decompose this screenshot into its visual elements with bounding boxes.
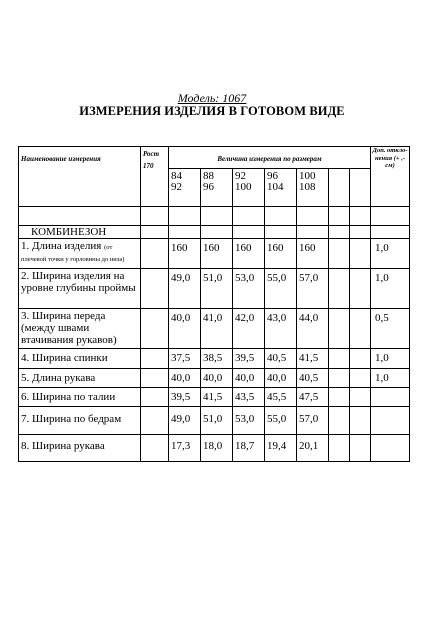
size-cell (233, 169, 265, 207)
empty-cell (141, 349, 169, 369)
tolerance-cell (371, 388, 410, 407)
header-name: Наименование измерения (19, 147, 141, 207)
size-bust: 92 (235, 170, 246, 182)
empty-cell (329, 169, 350, 207)
value-cell: 43,0 (265, 309, 297, 349)
empty-cell (329, 226, 350, 239)
empty-cell (350, 226, 371, 239)
value-cell: 37,5 (169, 349, 201, 369)
empty-cell (233, 207, 265, 226)
empty-cell (141, 269, 169, 309)
empty-cell (141, 207, 169, 226)
value-cell: 20,1 (297, 435, 329, 462)
empty-cell (265, 226, 297, 239)
empty-cell (141, 239, 169, 269)
model-label: Модель: 1067 (177, 91, 247, 105)
value-cell: 41,5 (201, 388, 233, 407)
header-sizes: Величина измерения по размерам (169, 147, 371, 169)
size-hip: 108 (299, 181, 316, 193)
size-bust: 96 (267, 170, 278, 182)
empty-cell (265, 207, 297, 226)
value-cell: 41,0 (201, 309, 233, 349)
empty-cell (371, 226, 410, 239)
empty-cell (141, 388, 169, 407)
value-cell: 51,0 (201, 269, 233, 309)
measurement-name (19, 239, 141, 269)
value-cell: 57,0 (297, 407, 329, 435)
empty-cell (329, 349, 350, 369)
empty-cell (329, 369, 350, 388)
measurement-name: 2. Ширина изделия на уровне глубины проймы (19, 269, 141, 309)
value-cell: 42,0 (233, 309, 265, 349)
empty-cell (329, 388, 350, 407)
value-cell: 40,5 (297, 369, 329, 388)
empty-cell (350, 349, 371, 369)
tolerance-cell: 0,5 (371, 309, 410, 349)
tolerance-cell: 1,0 (371, 269, 410, 309)
tolerance-cell (371, 435, 410, 462)
value-cell: 17,3 (169, 435, 201, 462)
value-cell: 40,0 (233, 369, 265, 388)
value-cell: 38,5 (201, 349, 233, 369)
measurement-name: 6. Ширина по талии (19, 388, 141, 407)
empty-cell (350, 269, 371, 309)
measurement-note: (от плечевой точки у горловины до низа) (21, 244, 125, 263)
size-cell (297, 169, 329, 207)
value-cell: 18,7 (233, 435, 265, 462)
empty-cell (141, 309, 169, 349)
empty-cell (329, 239, 350, 269)
empty-cell (350, 207, 371, 226)
empty-cell (350, 435, 371, 462)
empty-cell (141, 407, 169, 435)
empty-cell (371, 207, 410, 226)
value-cell: 55,0 (265, 407, 297, 435)
value-cell: 44,0 (297, 309, 329, 349)
header-height (141, 147, 169, 207)
value-cell: 40,5 (265, 349, 297, 369)
value-cell: 160 (169, 239, 201, 269)
value-cell: 49,0 (169, 269, 201, 309)
value-cell: 45,5 (265, 388, 297, 407)
empty-cell (141, 226, 169, 239)
measurements-table (18, 146, 410, 462)
value-cell: 160 (233, 239, 265, 269)
size-hip: 96 (203, 181, 214, 193)
value-cell: 53,0 (233, 407, 265, 435)
value-cell: 160 (265, 239, 297, 269)
empty-cell (297, 226, 329, 239)
value-cell: 55,0 (265, 269, 297, 309)
value-cell: 39,5 (233, 349, 265, 369)
value-cell: 53,0 (233, 269, 265, 309)
size-cell (265, 169, 297, 207)
value-cell: 160 (297, 239, 329, 269)
size-bust: 84 (171, 170, 182, 182)
empty-cell (350, 239, 371, 269)
empty-cell (350, 407, 371, 435)
empty-cell (233, 226, 265, 239)
value-cell: 40,0 (169, 369, 201, 388)
size-bust: 88 (203, 170, 214, 182)
size-cell (201, 169, 233, 207)
value-cell: 47,5 (297, 388, 329, 407)
value-cell: 18,0 (201, 435, 233, 462)
value-cell: 41,5 (297, 349, 329, 369)
tolerance-cell: 1,0 (371, 239, 410, 269)
measurement-name: 7. Ширина по бедрам (19, 407, 141, 435)
value-cell: 39,5 (169, 388, 201, 407)
value-cell: 160 (201, 239, 233, 269)
empty-cell (141, 435, 169, 462)
value-cell: 40,0 (201, 369, 233, 388)
empty-cell (329, 435, 350, 462)
empty-cell (329, 407, 350, 435)
measurement-name: 5. Длина рукава (19, 369, 141, 388)
size-hip: 104 (267, 181, 284, 193)
empty-cell (201, 207, 233, 226)
empty-cell (329, 207, 350, 226)
empty-cell (350, 169, 371, 207)
size-cell (169, 169, 201, 207)
empty-cell (297, 207, 329, 226)
size-bust: 100 (299, 170, 316, 182)
empty-cell (169, 207, 201, 226)
empty-cell (350, 309, 371, 349)
empty-cell (169, 226, 201, 239)
section-title: КОМБИНЕЗОН (19, 226, 141, 239)
empty-cell (141, 369, 169, 388)
size-hip: 100 (235, 181, 252, 193)
value-cell: 49,0 (169, 407, 201, 435)
empty-cell (329, 269, 350, 309)
tolerance-cell: 1,0 (371, 369, 410, 388)
value-cell: 57,0 (297, 269, 329, 309)
measurement-name: 3. Ширина переда (между швами втачивания рукавов) (19, 309, 141, 349)
value-cell: 43,5 (233, 388, 265, 407)
value-cell: 40,0 (265, 369, 297, 388)
header-height-value: 170 (143, 162, 154, 170)
empty-cell (350, 388, 371, 407)
empty-cell (329, 309, 350, 349)
empty-cell (350, 369, 371, 388)
measurement-name: 8. Ширина рукава (19, 435, 141, 462)
page-title: ИЗМЕРЕНИЯ ИЗДЕЛИЯ В ГОТОВОМ ВИДЕ (79, 104, 345, 118)
measurement-name: 4. Ширина спинки (19, 349, 141, 369)
value-cell: 40,0 (169, 309, 201, 349)
tolerance-cell (371, 407, 410, 435)
header-height-label: Рост (143, 150, 160, 158)
value-cell: 19,4 (265, 435, 297, 462)
value-cell: 51,0 (201, 407, 233, 435)
empty-cell (201, 226, 233, 239)
empty-cell (19, 207, 141, 226)
header-tolerance: Доп. откло-нения (+ ,-см) (371, 147, 410, 207)
tolerance-cell: 1,0 (371, 349, 410, 369)
size-hip: 92 (171, 181, 182, 193)
measurement-label: 1. Длина изделия (21, 240, 102, 252)
